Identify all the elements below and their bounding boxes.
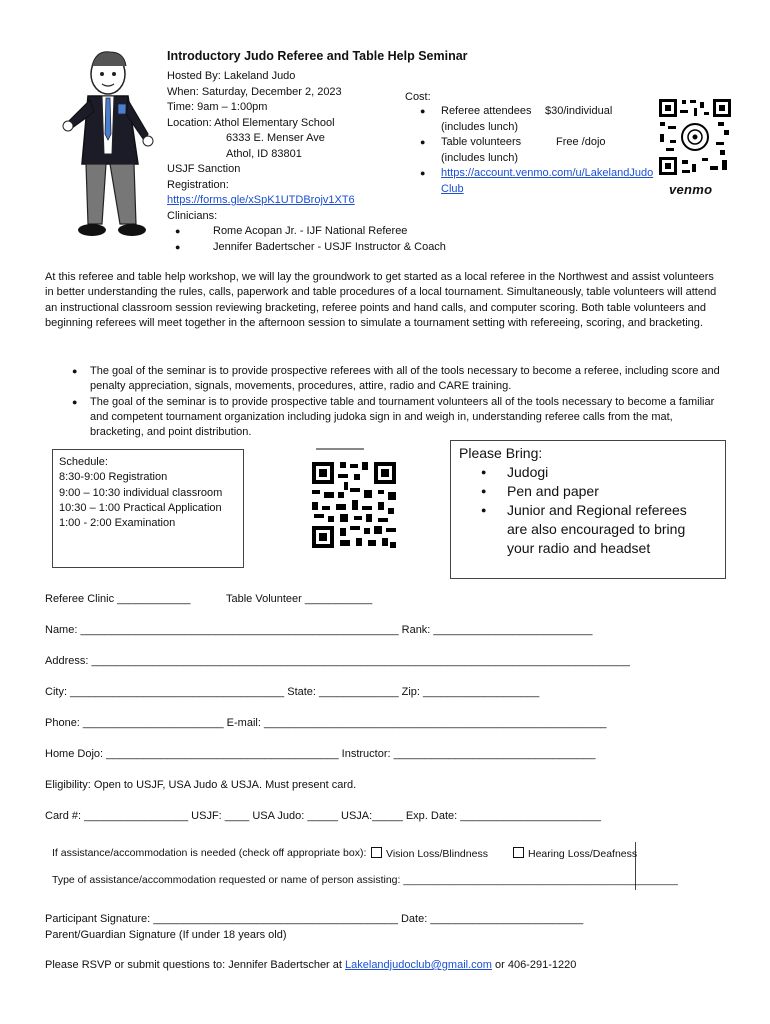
venmo-qr-code	[658, 98, 732, 176]
schedule-item: 9:00 – 10:30 individual classroom	[59, 486, 223, 499]
sanction: USJF Sanction	[167, 163, 241, 175]
registration-link[interactable]: https://forms.gle/xSpK1UTDBrojv1XT6	[167, 194, 355, 206]
please-bring-box	[450, 440, 726, 579]
page-title: Introductory Judo Referee and Table Help Seminar	[167, 49, 468, 63]
card-field[interactable]: Card #: _________________ USJF: ____ USA Judo: _____ USJA:_____ Exp. Date: _______________________	[45, 810, 601, 822]
schedule-heading: Schedule:	[59, 456, 108, 468]
eligibility-text: Eligibility: Open to USJF, USA Judo & USJA. Must present card.	[45, 779, 357, 791]
rsvp-line	[45, 959, 576, 971]
venmo-link-cont[interactable]: Club	[441, 182, 464, 195]
cost-item-table-sub: (includes lunch)	[441, 151, 519, 164]
assistance-type-field[interactable]: Type of assistance/accommodation requested or name of person assisting: _______________________________________________	[52, 874, 678, 886]
bring-item: ● Junior and Regional referees	[477, 501, 717, 520]
venmo-link[interactable]: https://account.venmo.com/u/LakelandJudo	[441, 167, 654, 179]
event-location: Location: Athol Elementary School	[167, 116, 335, 129]
cost-item-referee: Referee attendees	[441, 105, 532, 117]
vision-label: Vision Loss/Blindness	[386, 848, 488, 860]
clinicians-label: Clinicians:	[167, 209, 218, 222]
schedule-item: 8:30-9:00 Registration	[59, 471, 168, 484]
assistance-prompt: If assistance/accommodation is needed (check off appropriate box):	[52, 847, 367, 859]
please-bring-list	[459, 463, 717, 520]
bring-item: ● Judogi	[477, 463, 717, 482]
address-line-1: 6333 E. Menser Ave	[226, 132, 325, 144]
hearing-checkbox[interactable]	[513, 847, 524, 858]
schedule-item: 10:30 – 1:00 Practical Application	[59, 501, 222, 514]
referee-illustration	[58, 44, 168, 249]
bullet-icon: ●	[420, 106, 426, 116]
goals-list	[68, 364, 728, 440]
city-state-zip-field[interactable]: City: ___________________________________ State: _____________ Zip: ___________________	[45, 686, 540, 698]
cost-item-referee-sub: (includes lunch)	[441, 120, 519, 133]
venmo-logo: venmo	[669, 182, 713, 197]
rsvp-suffix: or 406-291-1220	[491, 959, 577, 971]
name-rank-field[interactable]: Name: ____________________________________________________ Rank: __________________________	[45, 624, 593, 636]
goal-item: ● The goal of the seminar is to provide prospective table and tournament volunteers all of the tools necessary to become a familiar and competent tournament organization including judoka sign in and weigh in, understanding referee calls from the mat, bracketing, and point distribution.	[68, 395, 728, 441]
clinician-item: ● Rome Acopan Jr. - IJF National Referee	[171, 224, 446, 240]
hearing-option	[513, 847, 637, 860]
cost-list	[420, 104, 654, 197]
cost-price-referee: $30/individual	[545, 105, 613, 117]
registration-label: Registration:	[167, 178, 229, 191]
clinicians-list	[167, 224, 446, 255]
referee-clinic-field[interactable]: Referee Clinic ____________	[45, 593, 191, 605]
event-time: Time: 9am – 1:00pm	[167, 101, 268, 113]
cost-item-table: Table volunteers	[441, 136, 522, 148]
bring-continuation: are also encouraged to bring	[507, 521, 686, 537]
address-line-2: Athol, ID 83801	[226, 147, 302, 160]
bring-continuation: your radio and headset	[507, 540, 651, 556]
accommodation-section	[45, 842, 678, 890]
dojo-instructor-field[interactable]: Home Dojo: ______________________________________ Instructor: _________________________________	[45, 748, 596, 760]
schedule-box	[52, 449, 244, 568]
clinician-item: ● Jennifer Badertscher - USJF Instructor & Coach	[171, 240, 446, 256]
bullet-icon: ●	[420, 168, 426, 178]
hearing-label: Hearing Loss/Deafness	[528, 848, 638, 860]
vision-checkbox[interactable]	[371, 847, 382, 858]
phone-email-field[interactable]: Phone: _______________________ E-mail: ________________________________________________________	[45, 717, 607, 729]
address-field[interactable]: Address: ________________________________________________________________________________________	[45, 655, 630, 667]
registration-qr-code	[308, 448, 400, 552]
parent-signature-label: Parent/Guardian Signature (If under 18 years old)	[45, 929, 287, 941]
bullet-icon: ●	[420, 137, 426, 147]
goal-item: ● The goal of the seminar is to provide prospective referees with all of the tools necessary to become a referee, including score and penalty appreciation, signals, movements, procedures, attire, radio and CARE training.	[68, 364, 728, 395]
hosted-by: Hosted By: Lakeland Judo	[167, 70, 296, 82]
cost-label: Cost:	[405, 91, 431, 103]
participant-signature-field[interactable]: Participant Signature: ________________________________________ Date: _________________________	[45, 913, 584, 925]
rsvp-email-link[interactable]: Lakelandjudoclub@gmail.com	[345, 959, 492, 971]
vision-option	[371, 847, 488, 860]
event-date: When: Saturday, December 2, 2023	[167, 85, 342, 98]
please-bring-heading: Please Bring:	[459, 445, 543, 461]
cost-price-table: Free /dojo	[556, 136, 606, 148]
bring-item: ● Pen and paper	[477, 482, 717, 501]
schedule-item: 1:00 - 2:00 Examination	[59, 517, 176, 530]
rsvp-prefix: Please RSVP or submit questions to: Jennifer Badertscher at	[45, 959, 346, 971]
intro-paragraph: At this referee and table help workshop, we will lay the groundwork to get started as a local referee in the Northwest and assist volunteers in better understanding the rules, calls, paperwork and table procedures of a local tournament. Simultaneously, table volunteers will attend an instructional classroom session reviewing bracketing, referee points and hand calls, and computer scoring. Both table volunteers and beginning referees will meet together in the afternoon session to simulate a tournament setting with refereeing, scoring, and bracketing.	[45, 271, 717, 329]
table-volunteer-field[interactable]: Table Volunteer ___________	[226, 593, 373, 605]
